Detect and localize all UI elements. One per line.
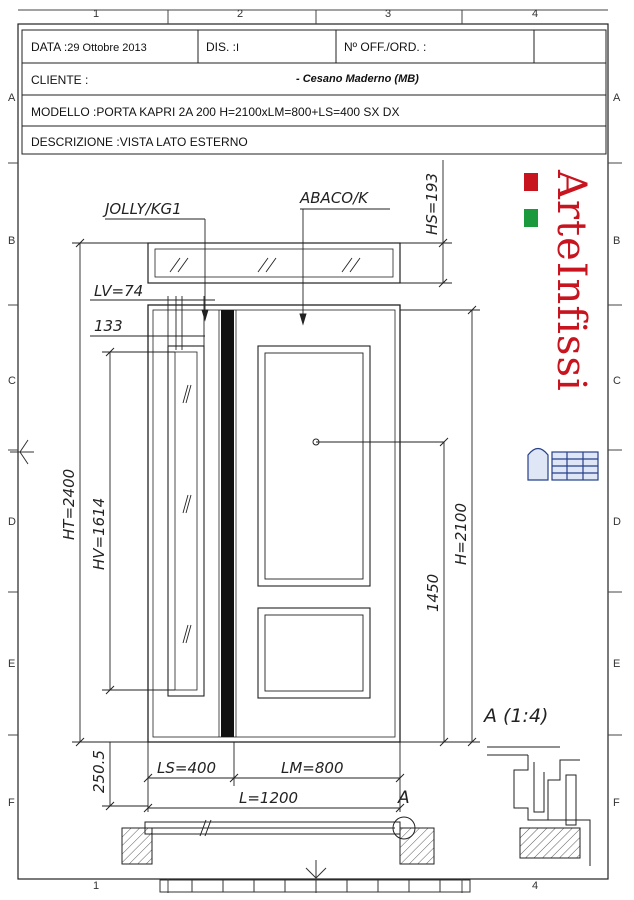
dim-ls: LS=400 (157, 759, 217, 777)
grid-row-d-right: D (613, 516, 621, 528)
grid-row-e: E (8, 658, 16, 670)
cliente-value: - Cesano Maderno (MB) (296, 73, 419, 85)
modello-value: PORTA KAPRI 2A 200 H=2100xLM=800+LS=400 SX DX (96, 105, 400, 119)
descrizione-label: DESCRIZIONE : (31, 135, 120, 149)
section-marker-a: A (398, 788, 410, 808)
dim-lm: LM=800 (281, 759, 344, 777)
dis-label: DIS. : (206, 40, 237, 54)
descrizione-field (31, 135, 248, 149)
grid-col-4-top: 4 (532, 8, 539, 20)
dim-1450: 1450 (424, 573, 442, 612)
dim-h: H=2100 (452, 502, 470, 565)
flag-red-mark (524, 173, 538, 191)
mullion (221, 310, 234, 737)
brand-logo-text: ArteInfissi (548, 170, 594, 392)
dim-lv: LV=74 (94, 282, 144, 300)
dim-133: 133 (94, 317, 123, 335)
grid-row-c: C (8, 375, 16, 387)
flag-green-mark (524, 209, 538, 227)
cliente-label: CLIENTE : (31, 73, 89, 87)
detail-section-a (487, 747, 590, 866)
door-frame (148, 305, 400, 742)
grid-col-1-top: 1 (93, 8, 100, 20)
grid-row-f-right: F (613, 797, 620, 809)
grid-row-a: A (8, 92, 16, 104)
grid-row-e-right: E (613, 658, 621, 670)
brand-logo (524, 169, 598, 480)
grid-row-f: F (8, 797, 15, 809)
modello-field (31, 105, 399, 119)
data-value: 29 Ottobre 2013 (67, 42, 147, 54)
grid-col-1-bottom: 1 (93, 880, 100, 892)
dis-value: I (236, 42, 240, 54)
side-light (168, 346, 204, 696)
modello-label: MODELLO : (31, 105, 97, 119)
grid-row-b-right: B (613, 235, 621, 247)
grid-row-c-right: C (613, 375, 621, 387)
descrizione-value: VISTA LATO ESTERNO (119, 135, 248, 149)
door-leaf (258, 346, 370, 698)
grid-row-b: B (8, 235, 16, 247)
dim-hv: HV=1614 (90, 497, 108, 570)
grid-col-4-bottom: 4 (532, 880, 539, 892)
label-abaco: ABACO/K (300, 189, 368, 207)
transom (148, 243, 400, 283)
dim-l: L=1200 (239, 789, 299, 807)
dim-hs: HS=193 (423, 173, 441, 235)
dim-250-5: 250.5 (90, 750, 108, 793)
label-jolly: JOLLY/KG1 (105, 200, 182, 218)
grid-row-a-right: A (613, 92, 621, 104)
grid-col-3-top: 3 (385, 8, 392, 20)
dis-field (206, 40, 239, 54)
plan-section (122, 817, 434, 864)
detail-title: A (1:4) (484, 705, 549, 727)
grid-row-d: D (8, 516, 16, 528)
data-label: DATA : (31, 40, 68, 54)
dim-ht: HT=2400 (60, 468, 78, 540)
data-field (31, 40, 147, 54)
off-ord-label: Nº OFF./ORD. : (344, 40, 427, 54)
grid-col-2-top: 2 (237, 8, 244, 20)
